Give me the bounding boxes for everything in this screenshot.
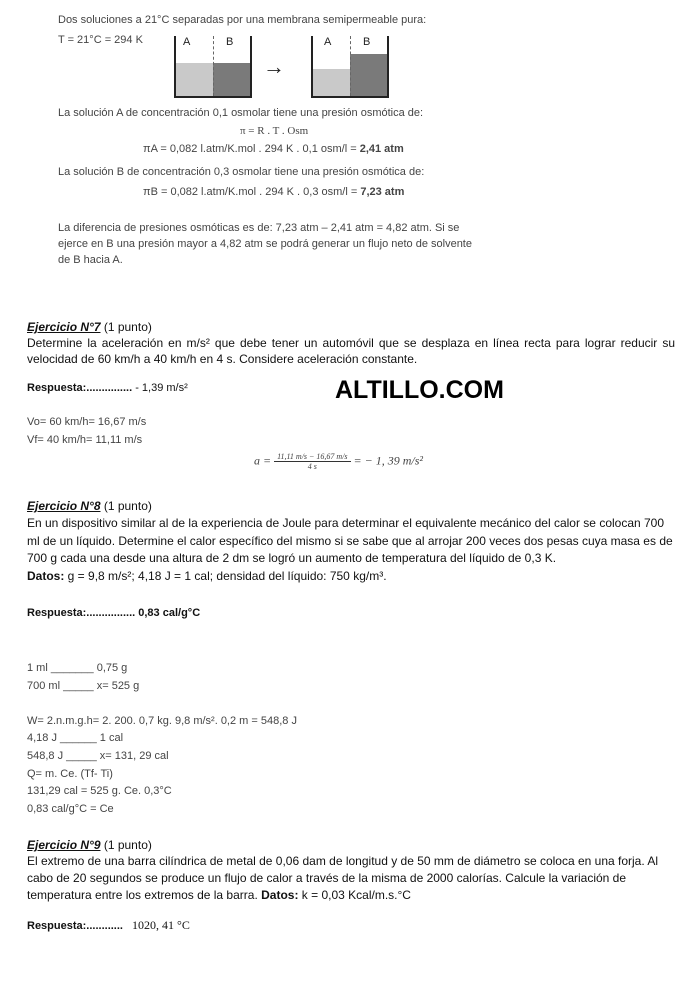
exercise-8-statement: En un dispositivo similar al de la experiencia de Joule para determinar el equivalente mecánico del calor se colocan 700 ml de un líquido. Determine el calor específico del mismo si se sabe que al arrojar 200 veces dos pesas cuya masa es de 700 g cada una desde una altura de 2 dm se logró un aumento de temperatura del líquido de 0,3 K.: [27, 516, 673, 565]
answer-value: 1020, 41 °C: [132, 918, 190, 932]
work-line: 131,29 cal = 525 g. Ce. 0,3°C: [27, 785, 172, 798]
intro-text: Dos soluciones a 21°C separadas por una membrana semipermeable pura:: [58, 14, 427, 26]
beaker-after: [311, 36, 389, 98]
work-line: Q= m. Ce. (Tf- Ti): [27, 767, 113, 780]
exercise-8-points: (1 punto): [100, 499, 152, 513]
temperature-text: T = 21°C = 294 K: [58, 34, 143, 46]
answer-label: Respuesta:............: [27, 920, 123, 932]
difference-line-2: ejerce en B una presión mayor a 4,82 atm se podrá generar un flujo neto de solvente: [58, 238, 472, 250]
data-label: Datos:: [27, 569, 65, 583]
work-line: W= 2.n.m.g.h= 2. 200. 0,7 kg. 9,8 m/s². 0,2 m = 548,8 J: [27, 714, 297, 727]
exercise-9-points: (1 punto): [100, 838, 152, 852]
difference-line-3: de B hacia A.: [58, 254, 123, 266]
exercise-8-answer: [27, 607, 200, 619]
pi-b-symbol: πB: [143, 186, 158, 198]
solution-a-text: La solución A de concentración 0,1 osmolar tiene una presión osmótica de:: [58, 107, 424, 119]
watermark-logo: ALTILLO.COM: [335, 376, 504, 404]
pi-a-expression: = 0,082 l.atm/K.mol . 294 K . 0,1 osm/l =: [157, 143, 360, 155]
pi-b-expression: = 0,082 l.atm/K.mol . 294 K . 0,3 osm/l =: [157, 186, 361, 198]
exercise-9-statement: [27, 853, 675, 904]
pi-a-symbol: πA: [143, 143, 158, 155]
beaker-label-b: B: [363, 36, 371, 48]
solution-a-fill: [313, 69, 350, 96]
exercise-7-answer: [27, 382, 188, 394]
equation-lhs: a =: [254, 453, 272, 468]
fraction-numerator: 11,11 m/s − 16,67 m/s: [274, 452, 350, 462]
work-line: 548,8 J _____ x= 131, 29 cal: [27, 749, 169, 762]
pressure-b-line: [143, 186, 404, 198]
exercise-7-statement: Determine la aceleración en m/s² que debe tener un automóvil que se desplaza en línea recta para lograr reducir su velocidad de 60 km/h a 40 km/h en 4 s. Considere aceleración constante.: [27, 336, 675, 366]
final-velocity: Vf= 40 km/h= 11,11 m/s: [27, 434, 143, 446]
solution-b-fill: [213, 63, 250, 96]
exercise-9-answer: [27, 918, 190, 933]
difference-line-1: La diferencia de presiones osmóticas es de: 7,23 atm – 2,41 atm = 4,82 atm. Si se: [58, 222, 460, 234]
data-label: Datos:: [261, 888, 299, 902]
work-line: [27, 695, 297, 713]
beaker-label-b: B: [226, 36, 234, 48]
solution-b-text: La solución B de concentración 0,3 osmolar tiene una presión osmótica de:: [58, 166, 425, 178]
beaker-before: [174, 36, 252, 98]
initial-velocity: Vo= 60 km/h= 16,67 m/s: [27, 416, 147, 428]
fraction-denominator: 4 s: [307, 462, 317, 471]
equation-fraction: [274, 452, 350, 471]
exercise-7-heading: [27, 320, 152, 334]
exercise-8-work: [27, 660, 297, 818]
acceleration-equation: [254, 452, 423, 471]
osmotic-formula: π = R . T . Osm: [240, 125, 309, 137]
beaker-label-a: A: [324, 36, 332, 48]
exercise-8-heading: [27, 499, 152, 513]
arrow-icon: →: [263, 54, 285, 79]
data-value: g = 9,8 m/s²; 4,18 J = 1 cal; densidad del líquido: 750 kg/m³.: [64, 569, 387, 583]
beaker-label-a: A: [183, 36, 191, 48]
exercise-9-title: Ejercicio N°9: [27, 838, 101, 852]
pi-a-result: 2,41 atm: [359, 143, 404, 155]
exercise-7-title: Ejercicio N°7: [27, 320, 101, 334]
exercise-8-title: Ejercicio N°8: [27, 499, 101, 513]
solution-b-fill: [350, 54, 387, 96]
answer-value: - 1,39 m/s²: [132, 382, 188, 394]
answer-label: Respuesta:................: [27, 607, 136, 619]
exercise-8-data: [27, 569, 387, 583]
work-line: 700 ml _____ x= 525 g: [27, 679, 140, 692]
answer-label: Respuesta:...............: [27, 382, 133, 394]
solution-a-fill: [176, 63, 213, 96]
statement-text: El extremo de una barra cilíndrica de metal de 0,06 dam de longitud y de 50 mm de diámetro se coloca en una forja. Al cabo de 20 segundos se produce un flujo de calor a través de la misma de 2000 calorías. Calcule la variación de temperatura entre los extremos de la barra.: [27, 854, 659, 902]
work-line: 0,83 cal/g°C = Ce: [27, 802, 114, 815]
exercise-9-heading: [27, 838, 152, 852]
equation-rhs: = − 1, 39 m/s²: [353, 453, 424, 468]
data-value: k = 0,03 Kcal/m.s.°C: [298, 888, 411, 902]
exercise-7-points: (1 punto): [100, 320, 152, 334]
answer-value: 0,83 cal/g°C: [135, 607, 201, 619]
membrane: [350, 36, 351, 96]
pressure-a-line: [143, 143, 404, 155]
work-line: 4,18 J ______ 1 cal: [27, 732, 124, 745]
work-line: 1 ml _______ 0,75 g: [27, 662, 128, 674]
membrane: [213, 36, 214, 96]
pi-b-result: 7,23 atm: [360, 186, 405, 198]
